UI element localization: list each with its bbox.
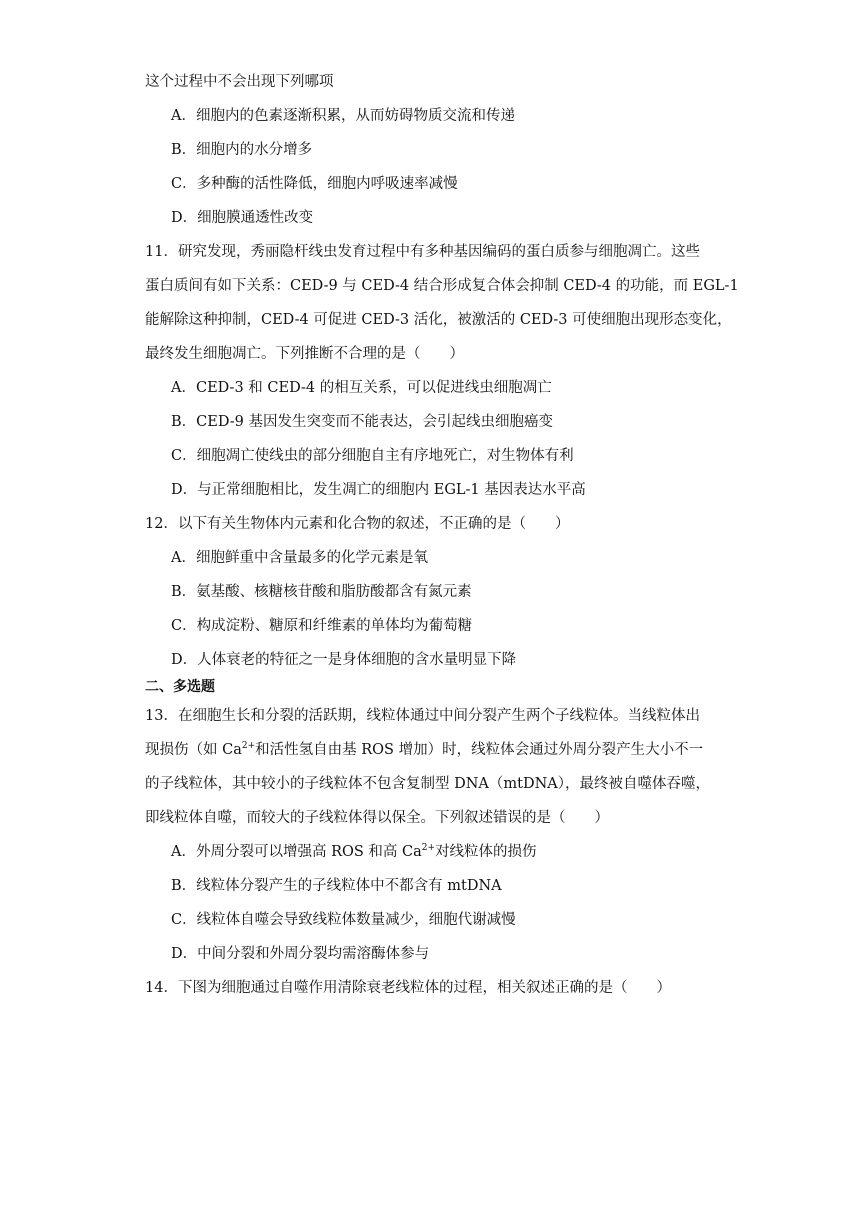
section-heading-multiple-choice: 二、多选题 — [145, 679, 215, 695]
q13-stem-line-3: 的子线粒体，其中较小的子线粒体不包含复制型 DNA（mtDNA），最终被自噬体吞噬， — [145, 776, 711, 792]
q13-stem-line-4: 即线粒体自噬，而较大的子线粒体得以保全。下列叙述错误的是（ ） — [145, 810, 609, 826]
q13-stem-line-2-part-b: 和活性氢自由基 ROS 增加）时，线粒体会通过外周分裂产生大小不一 — [255, 742, 704, 758]
q11-option-c: C．细胞凋亡使线虫的部分细胞自主有序地死亡，对生物体有利 — [171, 448, 574, 464]
q11-option-d: D．与正常细胞相比，发生凋亡的细胞内 EGL-1 基因表达水平高 — [171, 482, 586, 498]
q11-option-a: A．CED-3 和 CED-4 的相互关系，可以促进线虫细胞凋亡 — [171, 380, 552, 396]
calcium-charge-superscript: 2+ — [241, 741, 256, 752]
q11-stem-line-1: 11．研究发现，秀丽隐杆线虫发育过程中有多种基因编码的蛋白质参与细胞凋亡。这些 — [145, 244, 700, 260]
q12-option-c: C．构成淀粉、糖原和纤维素的单体均为葡萄糖 — [171, 618, 473, 634]
q10-option-d: D．细胞膜通透性改变 — [171, 210, 314, 226]
q10-option-b: B．细胞内的水分增多 — [171, 142, 313, 158]
q13-option-a-part-a: A．外周分裂可以增强高 ROS 和高 Ca — [171, 844, 422, 860]
q13-option-d: D．中间分裂和外周分裂均需溶酶体参与 — [171, 946, 430, 962]
q13-stem-line-2 — [145, 740, 703, 760]
q13-stem-line-2-part-a: 现损伤（如 Ca — [145, 742, 242, 758]
q12-option-b: B．氨基酸、核糖核苷酸和脂肪酸都含有氮元素 — [171, 584, 472, 600]
q11-stem-line-2: 蛋白质间有如下关系：CED-9 与 CED-4 结合形成复合体会抑制 CED-4 的功能，而 EGL-1 — [145, 278, 739, 294]
q14-stem: 14．下图为细胞通过自噬作用清除衰老线粒体的过程，相关叙述正确的是（ ） — [145, 980, 671, 996]
q13-option-a — [171, 842, 537, 862]
q11-stem-line-3: 能解除这种抑制，CED-4 可促进 CED-3 活化，被激活的 CED-3 可使细胞出现形态变化， — [145, 312, 732, 328]
q10-option-c: C．多种酶的活性降低，细胞内呼吸速率减慢 — [171, 176, 458, 192]
q12-stem: 12．以下有关生物体内元素和化合物的叙述，不正确的是（ ） — [145, 516, 570, 532]
q12-option-d: D．人体衰老的特征之一是身体细胞的含水量明显下降 — [171, 652, 517, 668]
q10-option-a: A．细胞内的色素逐渐积累，从而妨碍物质交流和传递 — [171, 108, 515, 124]
q10-stem-tail: 这个过程中不会出现下列哪项 — [145, 74, 334, 90]
q11-option-b: B．CED-9 基因发生突变而不能表达，会引起线虫细胞癌变 — [171, 414, 553, 430]
q13-option-a-part-b: 对线粒体的损伤 — [435, 844, 537, 860]
q13-option-b: B．线粒体分裂产生的子线粒体中不都含有 mtDNA — [171, 878, 502, 894]
q13-stem-line-1: 13．在细胞生长和分裂的活跃期，线粒体通过中间分裂产生两个子线粒体。当线粒体出 — [145, 708, 700, 724]
q11-stem-line-4: 最终发生细胞凋亡。下列推断不合理的是（ ） — [145, 346, 464, 362]
q12-option-a: A．细胞鲜重中含量最多的化学元素是氧 — [171, 550, 428, 566]
q13-option-c: C．线粒体自噬会导致线粒体数量减少，细胞代谢减慢 — [171, 912, 516, 928]
calcium-charge-superscript: 2+ — [421, 843, 436, 854]
